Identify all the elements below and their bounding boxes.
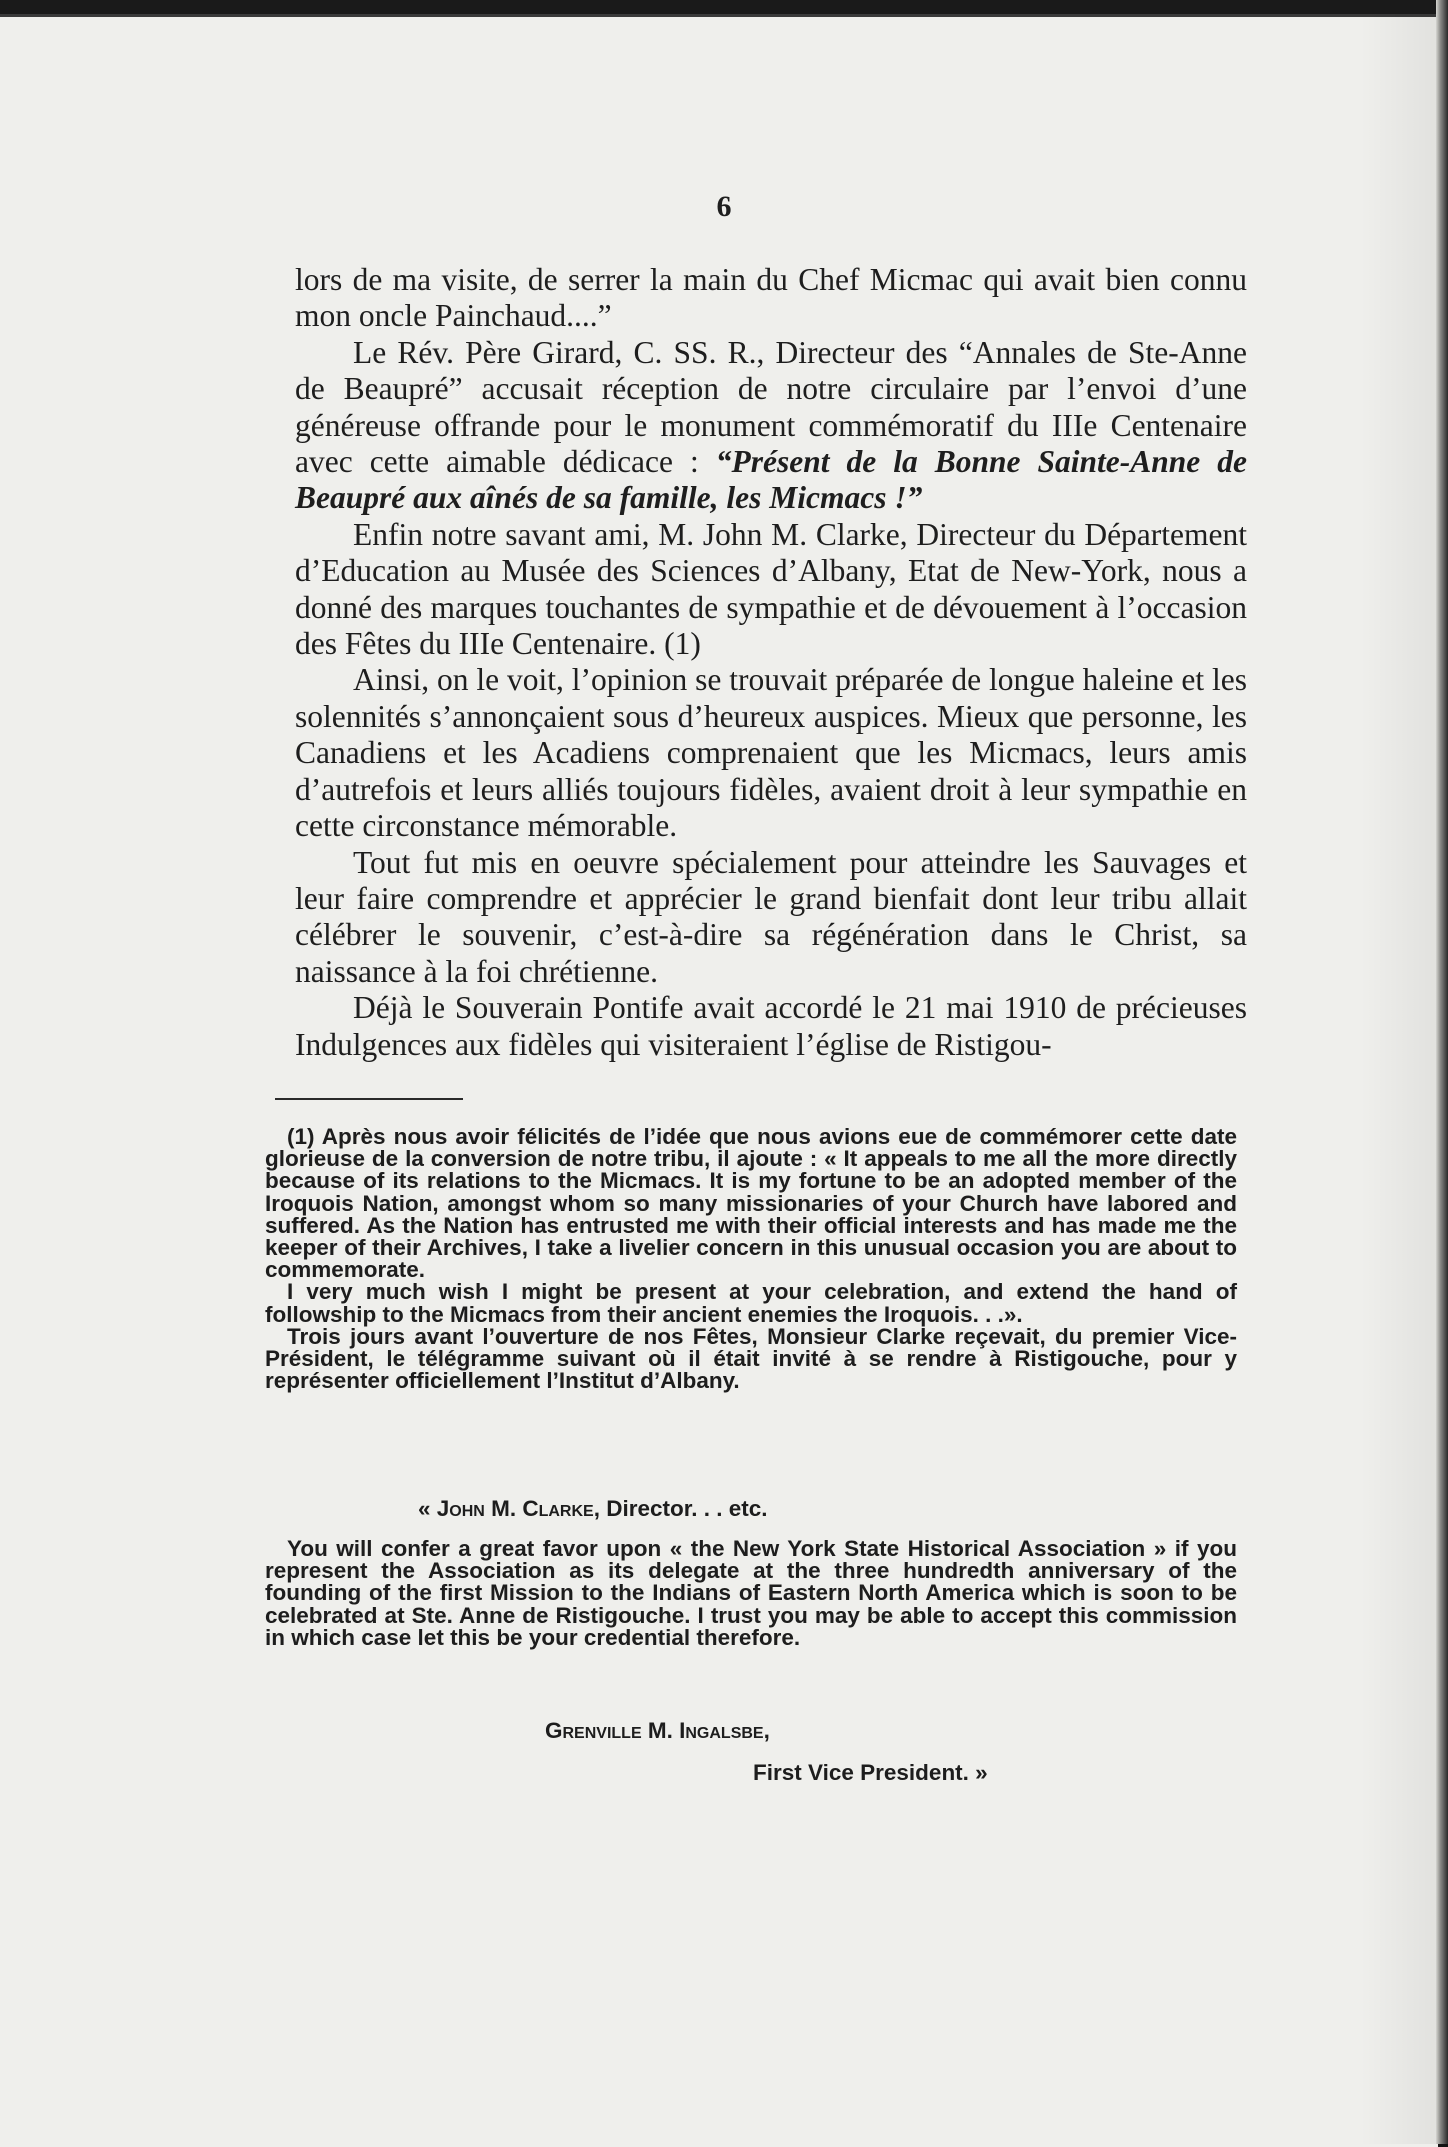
footnote-3: Trois jours avant l’ouverture de nos Fêtes, Monsieur Clarke reçevait, du premier Vice-Président, le télégramme suivant où il était invité à se rendre à Ristigouche, pour y représenter officiellement l’Institut d’Albany.	[265, 1323, 1237, 1394]
telegram-text: You will confer a great favor upon « the New York State Historical Association » if you represent the Association as its delegate at the three hundredth anniversary of the founding of the first Mission to the Indians of Eastern North America which is soon to be celebrated at Ste. Anne de Ristigouche. I trust you may be able to accept this commission in which case let this be your credential therefore.	[265, 1536, 1237, 1650]
paragraph-4: Ainsi, on le voit, l’opinion se trouvait préparée de longue haleine et les solennités s’annonçaient sous d’heureux auspices. Mieux que personne, les Canadiens et les Acadiens comprenaient que les Micmacs, leurs amis d’autrefois et leurs alliés toujours fidèles, avaient droit à leur sympathie en cette circonstance mémorable.	[295, 662, 1247, 844]
clarke-signature-suffix: , Director. . . etc.	[593, 1496, 768, 1521]
paragraph-6: Déjà le Souverain Pontife avait accordé le 21 mai 1910 de précieuses Indulgences aux fidèles qui visiteraient l’église de Ristigou-	[295, 990, 1247, 1062]
main-text	[295, 262, 1247, 1063]
paragraph-1: lors de ma visite, de serrer la main du Chef Micmac qui avait bien connu mon oncle Painchaud....”	[295, 262, 1247, 334]
ingalsbe-name: Grenville M. Ingalsbe,	[545, 1718, 770, 1743]
footnote-1: (1) Après nous avoir félicités de l’idée que nous avions eue de commémorer cette date glorieuse de la conversion de notre tribu, il ajoute : « It appeals to me all the more directly because of its relations to the Micmacs. It is my fortune to be an adopted member of the Iroquois Nation, amongst whom so many missionaries of your Church have labored and suffered. As the Nation has entrusted me with their official interests and has made me the keeper of their Archives, I take a livelier concern in this unusual occasion you are about to commemorate.	[265, 1124, 1237, 1283]
paragraph-5: Tout fut mis en oeuvre spécialement pour atteindre les Sauvages et leur faire comprendre et apprécier le grand bienfait dont leur tribu allait célébrer le souvenir, c’est-à-dire sa régénération dans le Christ, sa naissance à la foi chrétienne.	[295, 844, 1247, 989]
paragraph-2-text: Le Rév. Père Girard, C. SS. R., Directeur des “Annales de Ste-Anne de Beaupré” accusait réception de notre circulaire par l’envoi d’une généreuse offrande pour le monument commémoratif du IIIe Centenaire avec cette aimable dédicace :	[295, 334, 1247, 480]
telegram-block	[265, 1538, 1237, 1649]
page-shade	[1360, 14, 1438, 2144]
paragraph-2	[295, 335, 1247, 517]
page-number: 6	[716, 190, 732, 223]
clarke-signature	[418, 1496, 768, 1522]
ingalsbe-title: First Vice President. »	[753, 1760, 988, 1785]
paragraph-3: Enfin notre savant ami, M. John M. Clarke, Directeur du Département d’Education au Musée des Sciences d’Albany, Etat de New-York, nous a donné des marques touchantes de sympathie et de dévouement à l’occasion des Fêtes du IIIe Centenaire. (1)	[295, 516, 1247, 662]
footnote-rule	[275, 1098, 463, 1100]
page-edge	[1436, 0, 1448, 2144]
dedication-quote: “Présent de la Bonne Sainte-Anne de Beaupré aux aînés de sa famille, les Micmacs !”	[295, 444, 1248, 516]
footnote-2: I very much wish I might be present at your celebration, and extend the hand of followship to the Micmacs from their ancient enemies the Iroquois. . .».	[265, 1279, 1237, 1327]
clarke-signature-name: John M. Clarke	[436, 1496, 594, 1521]
clarke-signature-prefix: «	[418, 1496, 437, 1521]
footnote-block	[265, 1126, 1237, 1392]
